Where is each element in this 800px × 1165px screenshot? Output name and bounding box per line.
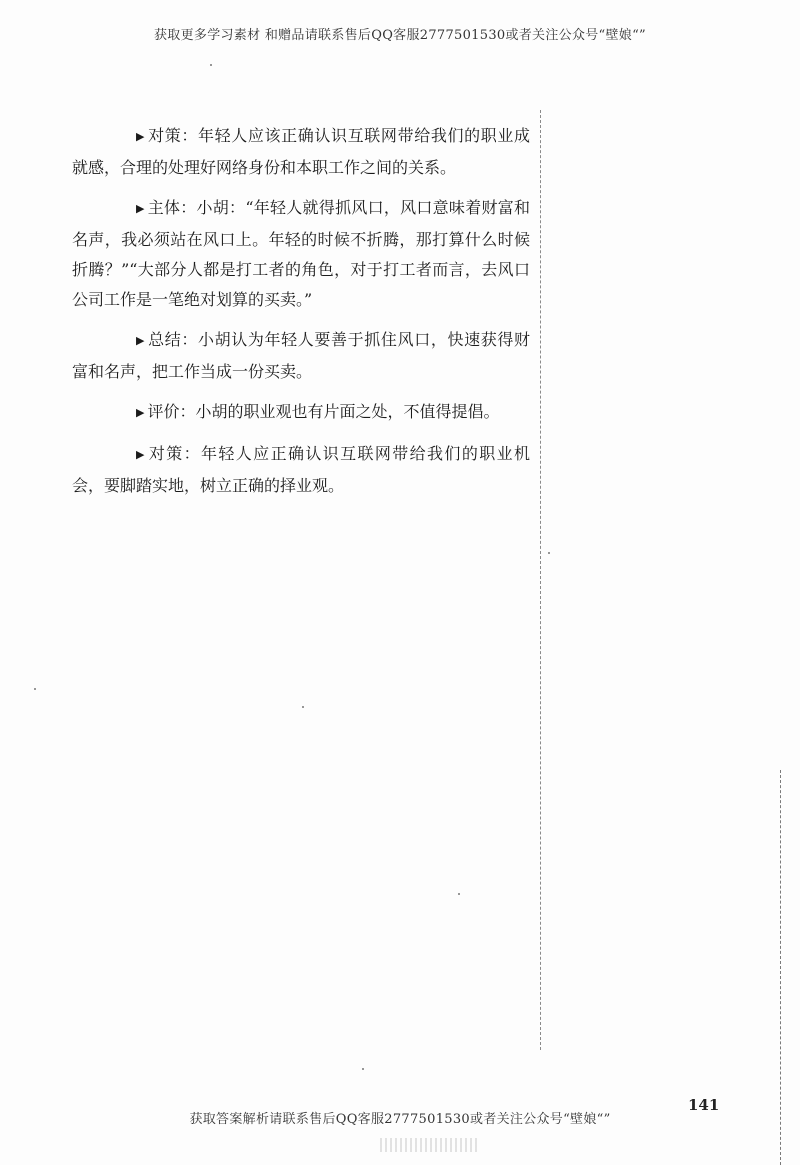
footer-watermark-text: 获取答案解析请联系售后QQ客服2777501530或者关注公众号“壁娘“” bbox=[189, 1112, 611, 1127]
paragraph-text: 对策：年轻人应该正确认识互联网带给我们的职业成就感，合理的处理好网络身份和本职工作之间的关系。 bbox=[72, 126, 530, 177]
page-number: 141 bbox=[688, 1096, 720, 1114]
triangle-bullet-icon: ▶ bbox=[136, 334, 145, 347]
body-content bbox=[72, 121, 530, 511]
paragraph-text: 主体：小胡：“年轻人就得抓风口，风口意味着财富和名声，我必须站在风口上。年轻的时候不折腾，那打算什么时候折腾？”“大部分人都是打工者的角色，对于打工者而言，去风口公司工作是一笔绝对划算的买卖。” bbox=[72, 198, 530, 309]
triangle-bullet-icon: ▶ bbox=[136, 202, 145, 215]
scan-edge-line-right bbox=[780, 770, 781, 1165]
paragraph-text: 评价：小胡的职业观也有片面之处，不值得提倡。 bbox=[147, 402, 500, 421]
scan-smudge bbox=[380, 1138, 480, 1152]
paragraph-countermeasure-2 bbox=[72, 439, 530, 501]
scan-speck bbox=[548, 552, 550, 554]
scan-speck bbox=[302, 706, 304, 708]
paragraph-countermeasure-1 bbox=[72, 121, 530, 183]
scan-speck bbox=[362, 1068, 364, 1070]
scan-speck bbox=[210, 64, 212, 66]
paragraph-subject bbox=[72, 193, 530, 315]
paragraph-text: 总结：小胡认为年轻人要善于抓住风口，快速获得财富和名声，把工作当成一份买卖。 bbox=[72, 330, 530, 381]
paragraph-summary bbox=[72, 325, 530, 387]
header-watermark-text: 获取更多学习素材 和赠品请联系售后QQ客服2777501530或者关注公众号“壁娘“” bbox=[154, 28, 646, 43]
scan-edge-line bbox=[540, 110, 541, 1050]
triangle-bullet-icon: ▶ bbox=[136, 406, 145, 419]
paragraph-evaluation bbox=[72, 397, 530, 429]
scan-speck bbox=[34, 688, 36, 690]
paragraph-text: 对策：年轻人应正确认识互联网带给我们的职业机会，要脚踏实地，树立正确的择业观。 bbox=[72, 444, 530, 495]
scan-speck bbox=[458, 893, 460, 895]
triangle-bullet-icon: ▶ bbox=[136, 130, 145, 143]
triangle-bullet-icon: ▶ bbox=[136, 448, 145, 461]
